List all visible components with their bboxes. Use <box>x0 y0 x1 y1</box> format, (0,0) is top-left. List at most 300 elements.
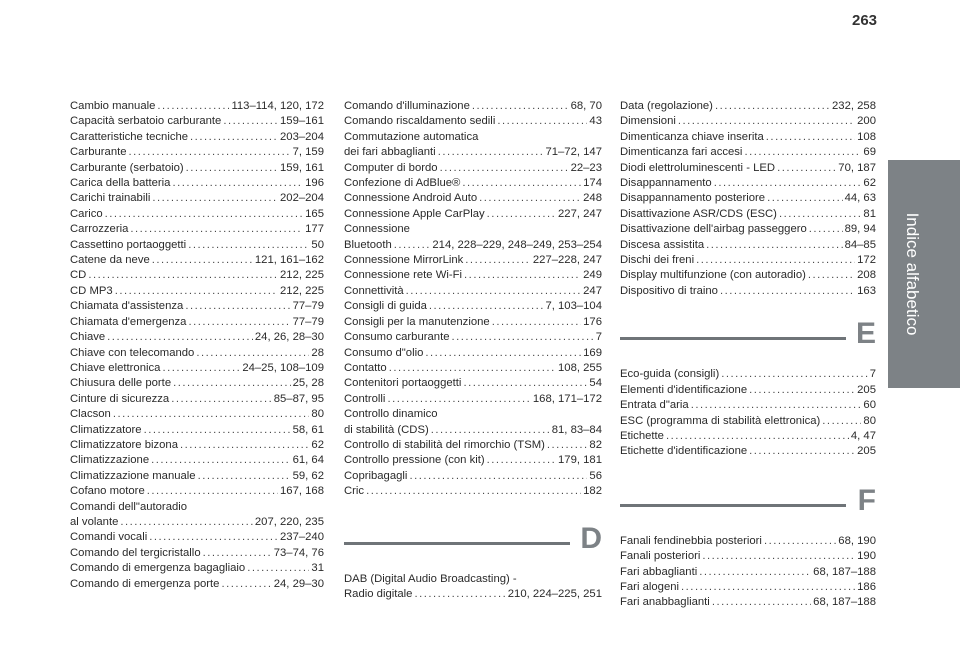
side-tab-label: Indice alfabetico <box>903 212 922 336</box>
index-entry <box>70 299 324 314</box>
index-term: Cofano motore <box>70 485 145 498</box>
index-term: Consigli di guida <box>344 300 427 313</box>
index-entry <box>70 346 324 361</box>
dot-leader <box>185 299 290 314</box>
index-term: Catene da neve <box>70 254 150 267</box>
index-entry <box>344 207 602 222</box>
page-refs: 227, 247 <box>558 207 602 220</box>
index-entry <box>344 299 602 314</box>
index-term: Climatizzatore bizona <box>70 438 178 451</box>
index-term: Controlli <box>344 392 386 405</box>
page-refs: 214, 228–229, 248–249, 253–254 <box>432 238 602 251</box>
page-refs: 73–74, 76 <box>273 546 324 559</box>
index-term: Connettività <box>344 284 404 297</box>
page-refs: 44, 63 <box>844 192 876 205</box>
page-refs: 81, 83–84 <box>551 423 602 436</box>
index-entry <box>70 161 324 176</box>
index-term: Etichette <box>620 429 664 442</box>
letter-header <box>620 474 876 534</box>
index-entry <box>620 284 876 299</box>
index-term: Dischi dei freni <box>620 254 695 267</box>
index-term: Chiamata d'emergenza <box>70 315 187 328</box>
section-divider <box>344 542 570 545</box>
index-entry <box>70 453 324 468</box>
index-term: Eco-guida (consigli) <box>620 368 720 381</box>
index-term: Caratteristiche tecniche <box>70 130 189 143</box>
index-entry <box>620 114 876 129</box>
page-refs: 179, 181 <box>558 454 602 467</box>
page-refs: 68, 187–188 <box>813 565 876 578</box>
dot-leader <box>409 469 587 484</box>
index-term: dei fari abbaglianti <box>344 146 436 159</box>
dot-leader <box>487 453 556 468</box>
index-term: Chiave elettronica <box>70 361 161 374</box>
index-entry <box>70 222 324 237</box>
page-refs: 50 <box>311 238 324 251</box>
index-term: Fanali posteriori <box>620 550 701 563</box>
page-refs: 80 <box>863 414 876 427</box>
dot-leader <box>720 284 855 299</box>
dot-leader <box>691 398 862 413</box>
dot-leader <box>196 346 309 361</box>
dot-leader <box>147 484 278 499</box>
index-term: Controllo dinamico <box>344 408 438 421</box>
dot-leader <box>463 376 587 391</box>
index-term: Contenitori portaoggetti <box>344 377 462 390</box>
page-refs: 69 <box>863 146 876 159</box>
index-term: Comando di emergenza bagagliaio <box>70 562 246 575</box>
side-tab <box>888 160 960 388</box>
index-term: Fari alogeni <box>620 580 680 593</box>
dot-leader <box>414 587 505 602</box>
index-term: Data (regolazione) <box>620 100 713 112</box>
dot-leader <box>151 453 290 468</box>
page-refs: 84–85 <box>844 238 876 251</box>
dot-leader <box>764 534 836 549</box>
dot-leader <box>129 145 291 160</box>
page-refs: 167, 168 <box>280 485 324 498</box>
index-term: Elementi d'identificazione <box>620 383 748 396</box>
index-entry <box>70 530 324 545</box>
index-term: Consigli per la manutenzione <box>344 315 490 328</box>
dot-leader <box>387 392 530 407</box>
index-entry <box>344 376 602 391</box>
page-refs: 89, 94 <box>844 223 876 236</box>
dot-leader <box>492 315 581 330</box>
index-entry <box>620 444 876 459</box>
index-term: Chiusura delle porte <box>70 377 172 390</box>
index-term: Chiave con telecomando <box>70 346 195 359</box>
dot-leader <box>389 361 556 376</box>
page-refs: 81 <box>863 207 876 220</box>
index-term: Discesa assistita <box>620 238 705 251</box>
index-term: Comando d'illuminazione <box>344 100 470 112</box>
index-entry <box>620 176 876 191</box>
index-term: Connessione rete Wi-Fi <box>344 269 463 282</box>
dot-leader <box>440 161 569 176</box>
index-entry <box>620 580 876 595</box>
dot-leader <box>130 222 303 237</box>
index-entry <box>70 315 324 330</box>
dot-leader <box>749 383 855 398</box>
dot-leader <box>157 99 229 114</box>
page-refs: 207, 220, 235 <box>254 515 324 528</box>
dot-leader <box>464 268 581 283</box>
section-divider <box>620 337 846 340</box>
index-term: Cric <box>344 485 365 498</box>
index-entry <box>70 268 324 283</box>
index-entry <box>620 238 876 253</box>
dot-leader <box>149 530 278 545</box>
dot-leader <box>479 191 581 206</box>
index-term: Connessione MirrorLink <box>344 254 464 267</box>
index-entry <box>70 284 324 299</box>
dot-leader <box>712 595 811 610</box>
page-refs: 210, 224–225, 251 <box>507 587 602 600</box>
index-term: Fari abbaglianti <box>620 565 698 578</box>
index-term: Connessione <box>344 223 410 236</box>
index-term: ESC (programma di stabilità elettronica) <box>620 414 821 427</box>
index-term: di stabilità (CDS) <box>344 423 429 436</box>
index-term: Connessione Android Auto <box>344 192 478 205</box>
index-column-3 <box>620 99 876 611</box>
index-term: al volante <box>70 515 119 528</box>
index-entry <box>344 361 602 376</box>
index-entry <box>344 407 602 438</box>
dot-leader <box>462 176 581 191</box>
dot-leader <box>406 284 581 299</box>
page-refs: 165 <box>305 207 324 220</box>
index-term: Climatizzazione <box>70 454 150 467</box>
page-refs: 85–87, 95 <box>273 392 324 405</box>
index-entry <box>344 453 602 468</box>
page-refs: 196 <box>305 177 324 190</box>
index-entry <box>70 176 324 191</box>
index-entry <box>620 268 876 283</box>
index-entry <box>70 191 324 206</box>
page-refs: 43 <box>589 115 602 128</box>
dot-leader <box>487 207 556 222</box>
dot-leader <box>472 99 569 114</box>
page-refs: 159, 161 <box>280 161 324 174</box>
index-entry <box>620 549 876 564</box>
dot-leader <box>696 253 855 268</box>
index-term: Cinture di sicurezza <box>70 392 170 405</box>
index-term: Dimenticanza fari accesi <box>620 146 743 159</box>
dot-leader <box>721 367 867 382</box>
page-refs: 77–79 <box>292 300 324 313</box>
page-refs: 249 <box>583 269 602 282</box>
dot-leader <box>203 546 272 561</box>
dot-leader <box>173 376 290 391</box>
index-entry <box>70 392 324 407</box>
index-term: Consumo d"olio <box>344 346 424 359</box>
index-term: Dimensioni <box>620 115 676 128</box>
index-entry <box>344 114 602 129</box>
index-entry <box>344 99 602 114</box>
index-term: Carburante (serbatoio) <box>70 161 184 174</box>
index-entry <box>344 572 602 603</box>
index-term: Fari anabbaglianti <box>620 596 710 609</box>
dot-leader <box>767 191 843 206</box>
index-entry <box>70 376 324 391</box>
index-term: Comandi vocali <box>70 531 148 544</box>
page-refs: 203–204 <box>280 130 324 143</box>
index-term: Confezione di AdBlue® <box>344 177 461 190</box>
page-refs: 108, 255 <box>558 361 602 374</box>
index-term: Carico <box>70 207 103 220</box>
index-entry <box>620 207 876 222</box>
page-refs: 121, 161–162 <box>254 254 324 267</box>
index-entry <box>620 99 876 114</box>
page-refs: 4, 47 <box>850 429 876 442</box>
page-refs: 190 <box>857 550 876 563</box>
page-refs: 186 <box>857 580 876 593</box>
index-entry <box>620 565 876 580</box>
index-entry <box>344 191 602 206</box>
page-refs: 61, 64 <box>292 454 324 467</box>
page-refs: 169 <box>583 346 602 359</box>
page-refs: 7, 103–104 <box>545 300 602 313</box>
dot-leader <box>190 130 278 145</box>
page-refs: 237–240 <box>280 531 324 544</box>
page-refs: 62 <box>863 177 876 190</box>
index-term: Diodi elettroluminescenti - LED <box>620 161 776 174</box>
index-term: Comando riscaldamento sedili <box>344 115 496 128</box>
page-refs: 80 <box>311 408 324 421</box>
page-refs: 176 <box>583 315 602 328</box>
dot-leader <box>198 469 291 484</box>
dot-leader <box>162 361 240 376</box>
dot-leader <box>366 484 581 499</box>
index-entry <box>620 130 876 145</box>
index-entry <box>70 500 324 531</box>
index-entry <box>70 561 324 576</box>
page-refs: 54 <box>589 377 602 390</box>
index-entry <box>344 268 602 283</box>
index-entry <box>70 99 324 114</box>
index-entry <box>344 222 602 253</box>
index-term: Carburante <box>70 146 127 159</box>
dot-leader <box>678 114 855 129</box>
page-refs: 163 <box>857 284 876 297</box>
index-term: Carica della batteria <box>70 177 171 190</box>
index-entry <box>70 438 324 453</box>
section-divider <box>620 504 846 507</box>
dot-leader <box>425 346 581 361</box>
index-term: Copribagagli <box>344 469 408 482</box>
dot-leader <box>715 99 830 114</box>
page-refs: 7 <box>869 368 876 381</box>
page-refs: 62 <box>311 438 324 451</box>
dot-leader <box>714 176 862 191</box>
letter-header <box>620 307 876 367</box>
index-column-2 <box>344 99 602 602</box>
index-entry <box>344 330 602 345</box>
index-entry <box>344 438 602 453</box>
page-refs: 208 <box>857 269 876 282</box>
index-term: Consumo carburante <box>344 331 450 344</box>
index-term: Display multifunzione (con autoradio) <box>620 269 806 282</box>
dot-leader <box>749 444 855 459</box>
page-number: 263 <box>852 12 878 29</box>
index-entry <box>70 546 324 561</box>
index-entry <box>70 207 324 222</box>
dot-leader <box>88 268 278 283</box>
page-refs: 113–114, 120, 172 <box>231 100 324 112</box>
page-refs: 68, 70 <box>570 100 602 112</box>
page-refs: 56 <box>589 469 602 482</box>
page-refs: 24, 29–30 <box>273 577 324 590</box>
dot-leader <box>777 161 836 176</box>
index-term: Fanali fendinebbia posteriori <box>620 534 762 547</box>
dot-leader <box>105 207 303 222</box>
index-column-1 <box>70 99 324 592</box>
dot-leader <box>547 438 588 453</box>
index-entry <box>620 191 876 206</box>
page-refs: 60 <box>863 399 876 412</box>
index-term: Cambio manuale <box>70 100 156 112</box>
index-entry <box>70 330 324 345</box>
index-term: Entrata d"aria <box>620 399 689 412</box>
index-term: Comando del tergicristallo <box>70 546 201 559</box>
page-refs: 7 <box>595 331 602 344</box>
page-refs: 177 <box>305 223 324 236</box>
index-entry <box>344 392 602 407</box>
dot-leader <box>766 130 855 145</box>
index-term: Commutazione automatica <box>344 130 479 143</box>
dot-leader <box>221 577 271 592</box>
index-term: Cassettino portaoggetti <box>70 238 187 251</box>
dot-leader <box>113 407 310 422</box>
index-entry <box>344 346 602 361</box>
index-entry <box>70 253 324 268</box>
index-term: Dimenticanza chiave inserita <box>620 130 764 143</box>
page-refs: 227–228, 247 <box>532 254 602 267</box>
index-term: Disattivazione dell'airbag passeggero <box>620 223 807 236</box>
dot-leader <box>223 114 278 129</box>
page-refs: 205 <box>857 383 876 396</box>
dot-leader <box>188 315 290 330</box>
index-term: Etichette d'identificazione <box>620 445 748 458</box>
page-refs: 22–23 <box>570 161 602 174</box>
dot-leader <box>180 438 309 453</box>
page-refs: 7, 159 <box>292 146 324 159</box>
dot-leader <box>779 207 861 222</box>
index-entry <box>620 367 876 382</box>
index-entry <box>620 253 876 268</box>
dot-leader <box>429 299 544 314</box>
index-entry <box>70 484 324 499</box>
page-refs: 77–79 <box>292 315 324 328</box>
page-refs: 70, 187 <box>838 161 876 174</box>
index-entry <box>620 161 876 176</box>
index-term: Controllo di stabilità del rimorchio (TSM) <box>344 438 545 451</box>
page-refs: 172 <box>857 254 876 267</box>
index-entry <box>344 130 602 161</box>
dot-leader <box>702 549 855 564</box>
dot-leader <box>247 561 309 576</box>
page-refs: 71–72, 147 <box>545 146 602 159</box>
dot-leader <box>822 414 861 429</box>
index-entry <box>70 423 324 438</box>
page-refs: 68, 190 <box>838 534 876 547</box>
dot-leader <box>808 268 855 283</box>
index-entry <box>620 414 876 429</box>
index-entry <box>344 161 602 176</box>
dot-leader <box>809 222 843 237</box>
index-term: Clacson <box>70 408 111 421</box>
index-term: Carrozzeria <box>70 223 129 236</box>
index-entry <box>620 595 876 610</box>
dot-leader <box>431 423 550 438</box>
letter-header <box>344 512 602 572</box>
page-refs: 247 <box>583 284 602 297</box>
dot-leader <box>744 145 861 160</box>
page-refs: 82 <box>589 438 602 451</box>
page-refs: 212, 225 <box>280 284 324 297</box>
page-refs: 25, 28 <box>292 377 324 390</box>
page-refs: 182 <box>583 485 602 498</box>
dot-leader <box>394 238 431 253</box>
page-refs: 200 <box>857 115 876 128</box>
page-refs: 205 <box>857 445 876 458</box>
index-entry <box>620 383 876 398</box>
dot-leader <box>681 580 855 595</box>
index-term: Connessione Apple CarPlay <box>344 207 485 220</box>
index-entry <box>344 176 602 191</box>
index-term: Climatizzatore <box>70 423 142 436</box>
index-term: Chiave <box>70 331 106 344</box>
index-term: DAB (Digital Audio Broadcasting) - <box>344 572 517 585</box>
index-term: Disattivazione ASR/CDS (ESC) <box>620 207 777 220</box>
dot-leader <box>107 330 253 345</box>
dot-leader <box>152 253 253 268</box>
dot-leader <box>172 176 303 191</box>
index-entry <box>620 398 876 413</box>
page-refs: 24–25, 108–109 <box>242 361 324 374</box>
index-entry <box>344 484 602 499</box>
index-entry <box>70 407 324 422</box>
index-entry <box>344 315 602 330</box>
dot-leader <box>465 253 531 268</box>
section-letter: F <box>857 483 876 517</box>
dot-leader <box>438 145 544 160</box>
index-entry <box>620 429 876 444</box>
index-term: CD <box>70 269 87 282</box>
index-term: Bluetooth <box>344 238 392 251</box>
index-term: Contatto <box>344 361 387 374</box>
index-term: Dispositivo di traino <box>620 284 718 297</box>
index-term: Computer di bordo <box>344 161 438 174</box>
dot-leader <box>666 429 849 444</box>
index-entry <box>620 145 876 160</box>
index-entry <box>620 534 876 549</box>
index-term: Comando di emergenza porte <box>70 577 220 590</box>
index-entry <box>70 238 324 253</box>
page-refs: 24, 26, 28–30 <box>254 331 324 344</box>
page-refs: 28 <box>311 346 324 359</box>
page-refs: 108 <box>857 130 876 143</box>
index-entry <box>344 469 602 484</box>
index-entry <box>70 145 324 160</box>
index-entry <box>70 130 324 145</box>
dot-leader <box>706 238 842 253</box>
page-refs: 31 <box>311 562 324 575</box>
index-term: Chiamata d'assistenza <box>70 300 184 313</box>
page-refs: 159–161 <box>280 115 324 128</box>
dot-leader <box>699 565 811 580</box>
